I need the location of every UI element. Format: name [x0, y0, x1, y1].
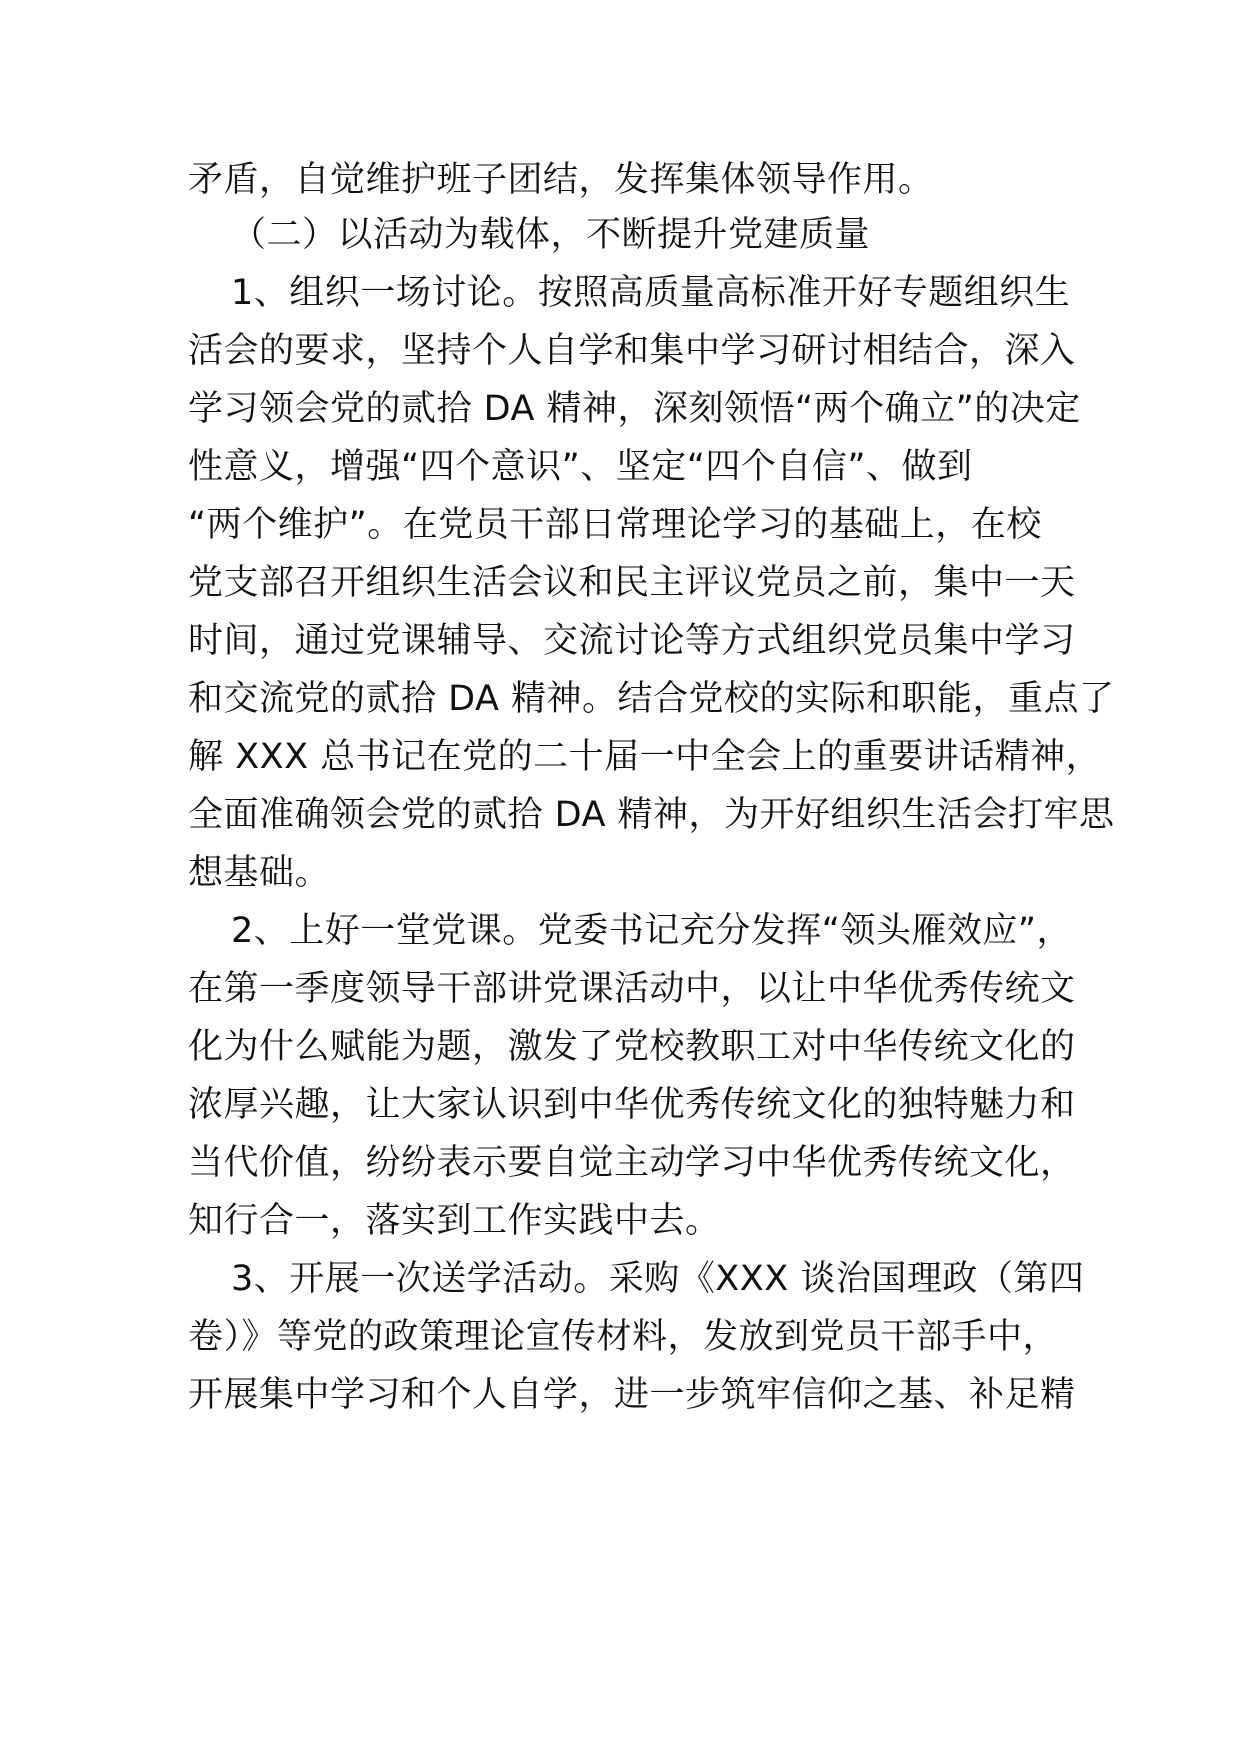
text-line: 党支部召开组织生活会议和民主评议党员之前，集中一天	[188, 563, 1076, 603]
text-line: 在第一季度领导干部讲党课活动中，以让中华优秀传统文	[188, 969, 1076, 1009]
text-line: 解 XXX 总书记在党的二十届一中全会上的重要讲话精神，	[188, 737, 1102, 777]
text-line: 活会的要求，坚持个人自学和集中学习研讨相结合，深入	[188, 331, 1076, 371]
text-line: 性意义，增强“四个意识”、坚定“四个自信”、做到	[188, 447, 973, 487]
text-line: 学习领会党的贰拾 DA 精神，深刻领悟“两个确立”的决定	[188, 389, 1081, 429]
text-line: 1、组织一场讨论。按照高质量高标准开好专题组织生	[231, 273, 1071, 313]
text-line: 3、开展一次送学活动。采购《XXX 谈治国理政（第四	[231, 1259, 1085, 1299]
text-line: 知行合一，落实到工作实践中去。	[188, 1201, 721, 1241]
text-line: 时间，通过党课辅导、交流讨论等方式组织党员集中学习	[188, 621, 1076, 661]
text-line: 当代价值，纷纷表示要自觉主动学习中华优秀传统文化，	[188, 1143, 1076, 1183]
text-line: 化为什么赋能为题，激发了党校教职工对中华传统文化的	[188, 1027, 1076, 1067]
text-line: 想基础。	[188, 853, 331, 893]
text-line: 全面准确领会党的贰拾 DA 精神，为开好组织生活会打牢思	[188, 795, 1115, 835]
text-line: 浓厚兴趣，让大家认识到中华优秀传统文化的独特魅力和	[188, 1085, 1076, 1125]
section-heading: （二）以活动为载体，不断提升党建质量	[231, 215, 871, 255]
text-line: 开展集中学习和个人自学，进一步筑牢信仰之基、补足精	[188, 1375, 1076, 1415]
text-line: 卷）》等党的政策理论宣传材料，发放到党员干部手中，	[188, 1317, 1059, 1357]
text-line: “两个维护”。在党员干部日常理论学习的基础上，在校	[188, 505, 1042, 545]
text-line: 和交流党的贰拾 DA 精神。结合党校的实际和职能，重点了	[188, 679, 1115, 719]
text-line: 矛盾，自觉维护班子团结，发挥集体领导作用。	[188, 160, 934, 200]
text-line: 2、上好一堂党课。党委书记充分发挥“领头雁效应”，	[231, 911, 1073, 951]
